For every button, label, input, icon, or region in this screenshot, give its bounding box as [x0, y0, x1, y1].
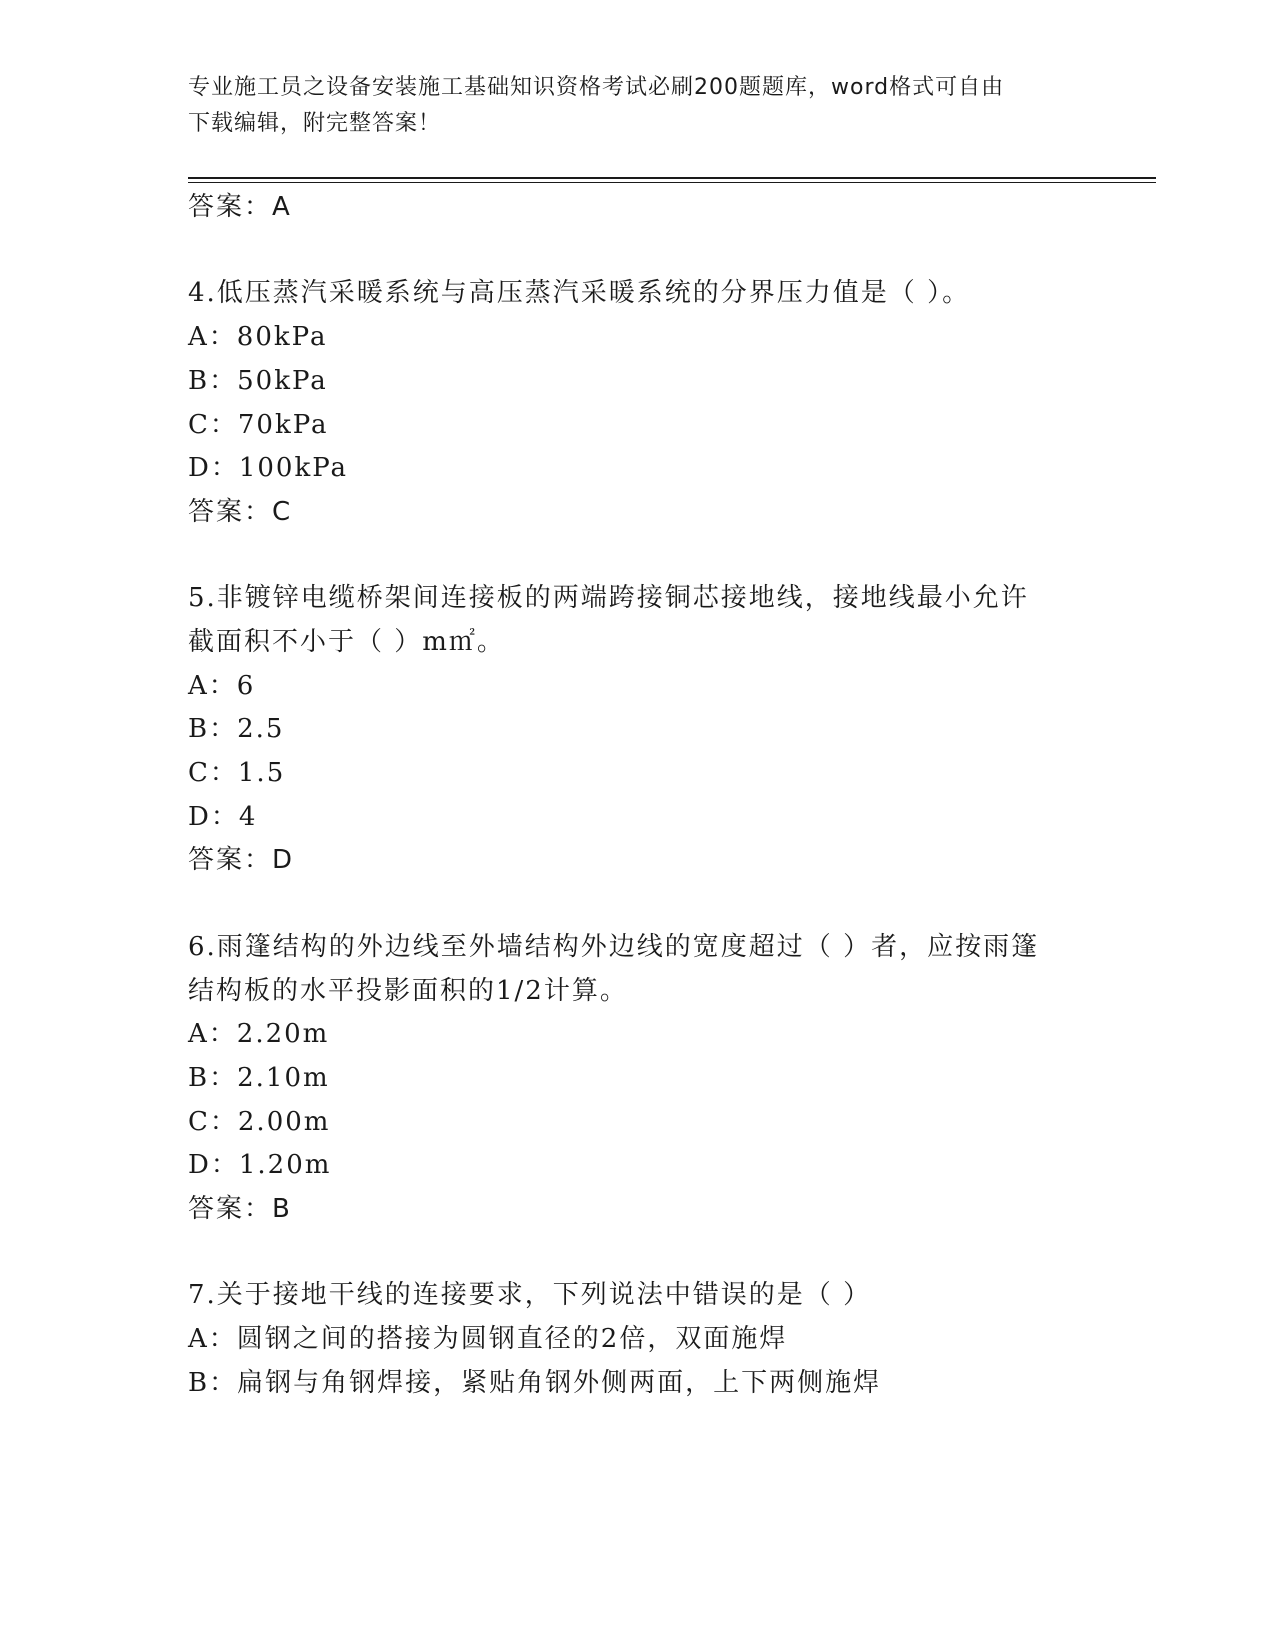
header-line-2: 下载编辑，附完整答案！ — [188, 111, 442, 136]
question-5-option-c: C：1.5 — [188, 758, 286, 788]
question-4-stem: 4.低压蒸汽采暖系统与高压蒸汽采暖系统的分界压力值是（ ）。 — [188, 278, 971, 308]
question-7-stem: 7.关于接地干线的连接要求，下列说法中错误的是（ ） — [188, 1280, 872, 1310]
answer-q6: 答案：B — [188, 1194, 292, 1224]
question-6-option-d: D：1.20m — [188, 1150, 332, 1180]
question-5-stem-line-2: 截面积不小于（ ）m㎡。 — [188, 627, 505, 657]
header-line-1: 专业施工员之设备安装施工基础知识资格考试必刷200题题库，word格式可自由 — [188, 75, 1005, 100]
question-6-stem-line-2: 结构板的水平投影面积的1/2计算。 — [188, 976, 628, 1006]
question-7-option-a: A：圆钢之间的搭接为圆钢直径的2倍，双面施焊 — [188, 1324, 788, 1354]
answer-q3: 答案：A — [188, 192, 292, 222]
question-5-option-b: B：2.5 — [188, 714, 285, 744]
question-7-option-b: B：扁钢与角钢焊接，紧贴角钢外侧两面，上下两侧施焊 — [188, 1368, 882, 1398]
header-divider — [188, 177, 1156, 179]
header-divider-thin — [188, 182, 1156, 183]
question-4-option-c: C：70kPa — [188, 410, 329, 440]
question-5-option-a: A：6 — [188, 671, 256, 701]
question-5-option-d: D：4 — [188, 802, 258, 832]
question-4-option-b: B：50kPa — [188, 366, 328, 396]
question-6-stem-line-1: 6.雨篷结构的外边线至外墙结构外边线的宽度超过（ ）者，应按雨篷 — [188, 932, 1040, 962]
question-4-option-a: A：80kPa — [188, 322, 328, 352]
question-6-option-b: B：2.10m — [188, 1063, 330, 1093]
answer-q5: 答案：D — [188, 845, 295, 875]
question-5-stem-line-1: 5.非镀锌电缆桥架间连接板的两端跨接铜芯接地线，接地线最小允许 — [188, 583, 1029, 613]
question-6-option-a: A：2.20m — [188, 1019, 330, 1049]
question-4-option-d: D：100kPa — [188, 453, 349, 483]
document-header — [188, 70, 1068, 142]
answer-q4: 答案：C — [188, 497, 293, 527]
question-6-option-c: C：2.00m — [188, 1107, 331, 1137]
